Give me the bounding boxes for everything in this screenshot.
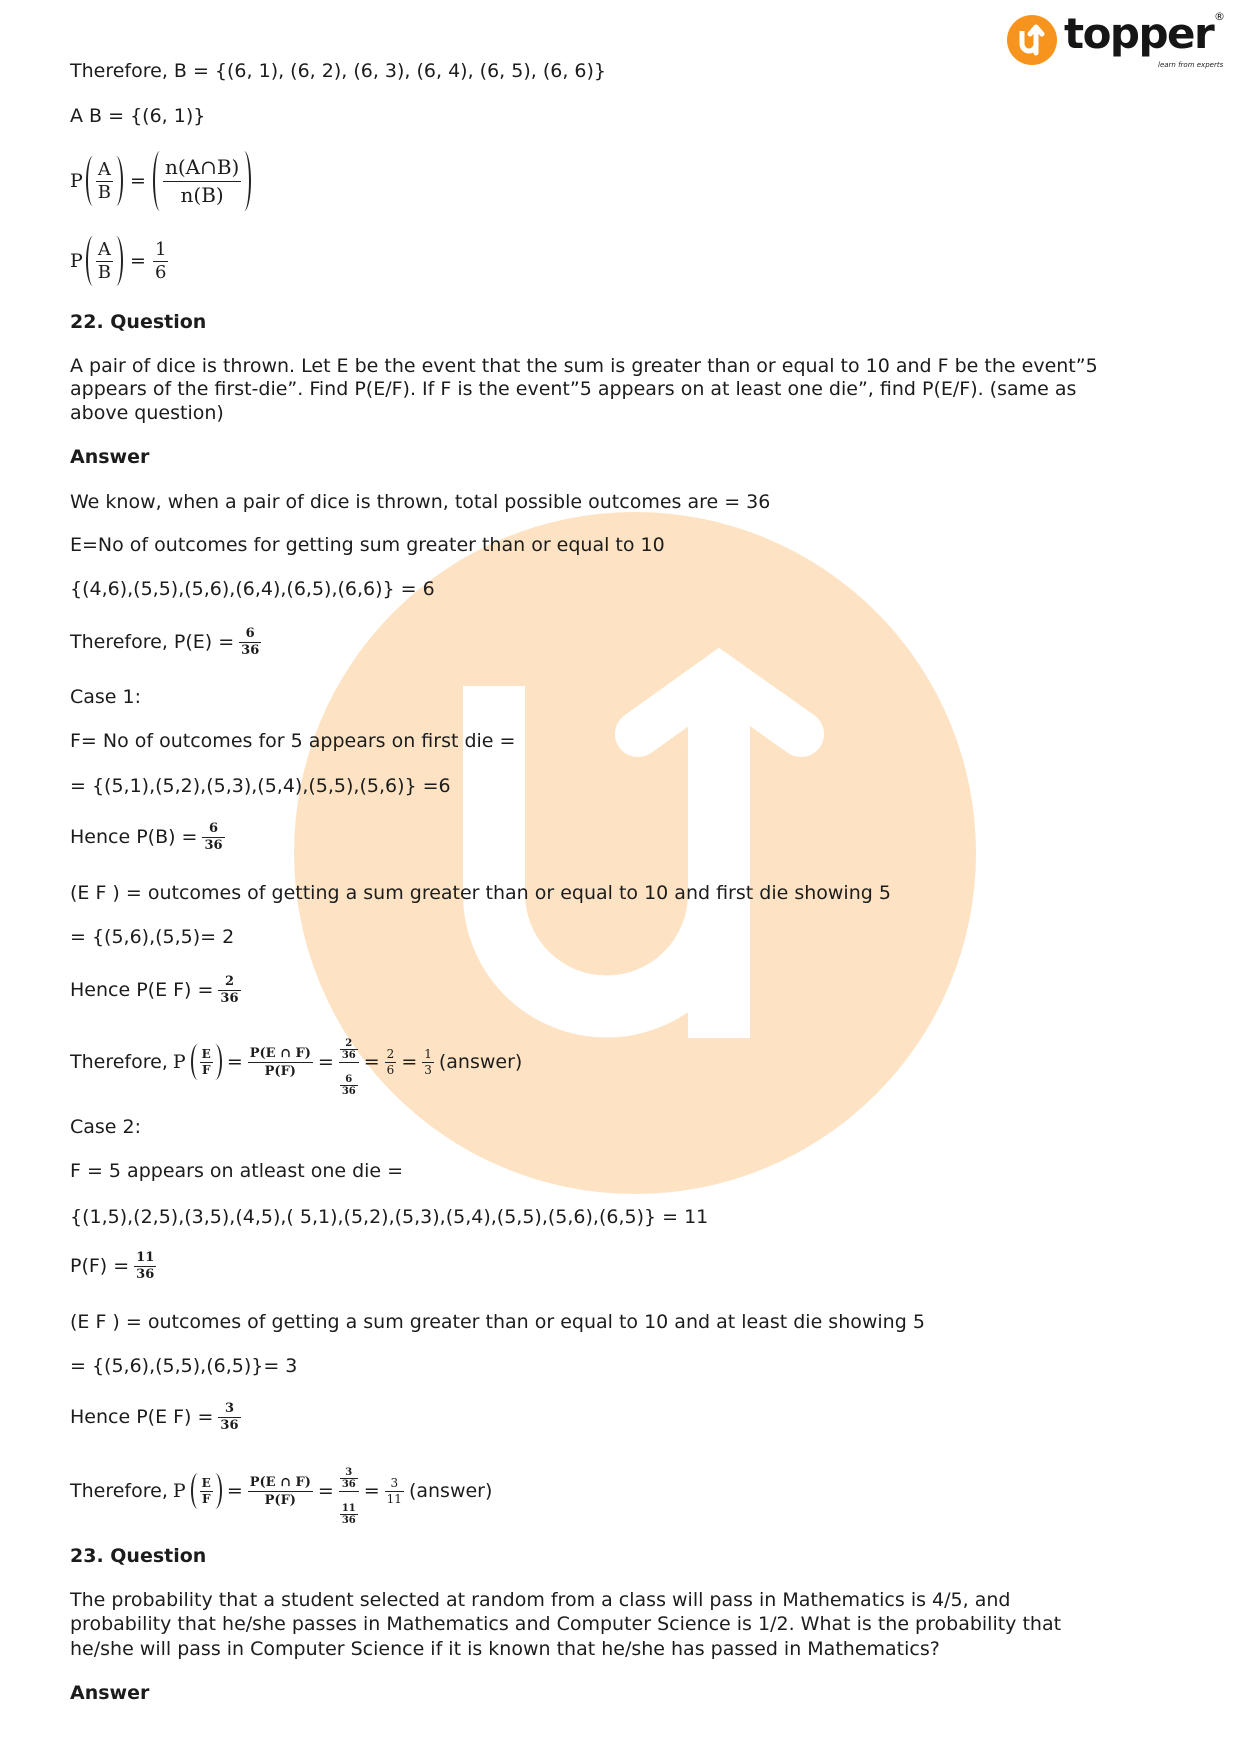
fraction-numerator: 11 xyxy=(136,1249,155,1265)
probability-label: Hence P(E F) = xyxy=(70,1406,214,1428)
definition-fraction xyxy=(248,1474,313,1509)
formula-p: P xyxy=(70,170,83,192)
nested-denominator xyxy=(339,1063,359,1098)
equals-sign: = xyxy=(226,1051,243,1073)
event-f-definition: F = 5 appears on atleast one die = xyxy=(70,1160,404,1182)
right-paren xyxy=(244,151,251,211)
fraction-numerator: 11 xyxy=(341,1502,356,1514)
fraction-denominator: 36 xyxy=(241,642,260,658)
event-f-set: {(1,5),(2,5),(3,5),(4,5),( 5,1),(5,2),(5,3),(5,4),(5,5),(5,6),(6,5)} = 11 xyxy=(70,1206,709,1228)
event-e-set: {(4,6),(5,5),(5,6),(6,4),(6,5),(6,6)} = 6 xyxy=(70,578,435,600)
formula-p: P xyxy=(172,1480,186,1502)
probability-fraction xyxy=(218,1401,240,1434)
probability-line xyxy=(70,1244,156,1288)
fraction-denominator: 36 xyxy=(220,1417,239,1433)
fraction-numerator: 2 xyxy=(340,1038,358,1050)
fraction-numerator: 2 xyxy=(386,1046,395,1061)
fraction-numerator: 3 xyxy=(340,1467,358,1479)
answer-heading xyxy=(70,445,149,469)
event-f-definition: F= No of outcomes for 5 appears on first die = xyxy=(70,730,516,752)
fraction-denominator: 6 xyxy=(154,261,167,283)
probability-line xyxy=(70,620,261,664)
equals-sign: = xyxy=(317,1480,334,1502)
text-line xyxy=(70,59,606,83)
answer-23-heading: Answer xyxy=(70,1682,150,1704)
probability-fraction xyxy=(134,1250,156,1283)
fraction-denominator: P(F) xyxy=(264,1492,296,1508)
result-label: Therefore, xyxy=(70,1480,168,1502)
answer-22-heading: Answer xyxy=(70,446,150,468)
fraction-denominator: n(B) xyxy=(180,182,224,207)
probability-fraction xyxy=(202,821,224,854)
fraction-denominator: 6 xyxy=(386,1062,395,1077)
equals-sign: = xyxy=(401,1051,418,1073)
condition-fraction xyxy=(96,159,113,204)
ratio-fraction xyxy=(163,154,241,209)
left-paren xyxy=(153,151,160,211)
event-ef-definition: (E F ) = outcomes of getting a sum greater than or equal to 10 and at least die showing 5 xyxy=(70,1311,925,1333)
fraction-numerator: 2 xyxy=(218,974,240,991)
inner-fraction xyxy=(340,1503,358,1526)
probability-label: P(F) = xyxy=(70,1255,130,1277)
right-paren xyxy=(215,1044,222,1080)
final-fraction xyxy=(422,1047,434,1078)
formula-p: P xyxy=(172,1051,186,1073)
nested-fraction xyxy=(339,1027,359,1098)
conditional-probability-formula xyxy=(70,149,251,213)
probability-line xyxy=(70,1395,241,1439)
event-e-definition: E=No of outcomes for getting sum greater than or equal to 10 xyxy=(70,534,665,556)
fraction-denominator: 36 xyxy=(341,1514,356,1526)
equals-sign: = xyxy=(226,1480,243,1502)
question-23-heading: 23. Question xyxy=(70,1545,207,1567)
fraction-numerator: P(E ∩ F) xyxy=(249,1474,311,1490)
formula-p: P xyxy=(70,250,83,272)
fraction-denominator: 36 xyxy=(204,837,223,853)
question-text-line xyxy=(70,1612,1061,1636)
left-paren xyxy=(191,1044,198,1080)
set-ab-text: A B = {(6, 1)} xyxy=(70,105,206,127)
fraction-denominator: 36 xyxy=(220,990,239,1006)
condition-fraction xyxy=(200,1047,213,1078)
fraction-numerator: 6 xyxy=(202,821,224,838)
logo-circle xyxy=(1007,15,1057,65)
answer-heading xyxy=(70,1681,149,1705)
fraction-numerator: 3 xyxy=(218,1401,240,1418)
question-22-line-1: A pair of dice is thrown. Let E be the event that the sum is greater than or equal to 10 and F be the event”5 xyxy=(70,355,1098,377)
probability-line xyxy=(70,968,241,1012)
question-text-line xyxy=(70,1588,1010,1612)
definition-fraction xyxy=(248,1045,313,1080)
fraction-numerator: E xyxy=(201,1475,211,1490)
probability-label: Therefore, P(E) = xyxy=(70,631,235,653)
case-1-result xyxy=(70,1030,523,1097)
equals-sign: = xyxy=(130,250,146,272)
registered-mark: ® xyxy=(1214,10,1225,23)
nested-denominator xyxy=(339,1492,359,1527)
probability-fraction xyxy=(239,626,261,659)
step-fraction xyxy=(385,1047,397,1078)
left-paren xyxy=(191,1473,198,1509)
text-line xyxy=(70,925,234,949)
event-ef-set: = {(5,6),(5,5)= 2 xyxy=(70,926,235,948)
question-23-line-3: he/she will pass in Computer Science if it is known that he/she has passed in Mathematics? xyxy=(70,1638,940,1660)
fraction-numerator: P(E ∩ F) xyxy=(249,1045,311,1061)
probability-line xyxy=(70,815,225,859)
fraction-numerator: n(A∩B) xyxy=(163,154,241,182)
inner-fraction xyxy=(340,1467,358,1490)
right-paren xyxy=(116,236,123,286)
fraction-denominator: 36 xyxy=(136,1266,155,1282)
total-outcomes-text: We know, when a pair of dice is thrown, total possible outcomes are = 36 xyxy=(70,491,771,513)
brand-tagline: learn from experts xyxy=(1158,61,1224,69)
fraction-numerator: 6 xyxy=(340,1074,358,1086)
fraction-numerator: E xyxy=(201,1046,211,1061)
fraction-numerator: A xyxy=(96,239,113,262)
question-23-line-2: probability that he/she passes in Mathematics and Computer Science is 1/2. What is the probability that xyxy=(70,1613,1062,1635)
left-paren xyxy=(86,156,93,206)
question-heading xyxy=(70,1544,206,1568)
right-paren xyxy=(116,156,123,206)
nested-numerator xyxy=(339,1456,359,1492)
event-ef-set: = {(5,6),(5,5),(6,5)}= 3 xyxy=(70,1355,298,1377)
fraction-denominator: B xyxy=(97,181,112,203)
text-line xyxy=(70,533,665,557)
equals-sign: = xyxy=(363,1051,380,1073)
fraction-numerator: 3 xyxy=(385,1476,404,1492)
question-22-line-2: appears of the first-die”. Find P(E/F). If F is the event”5 appears on at least one die”, find P(E/F). (same as xyxy=(70,378,1077,400)
right-paren xyxy=(215,1473,222,1509)
text-line xyxy=(70,1354,297,1378)
event-f-set: = {(5,1),(5,2),(5,3),(5,4),(5,5),(5,6)} =6 xyxy=(70,775,451,797)
text-line xyxy=(70,1159,403,1183)
answer-note: (answer) xyxy=(408,1480,493,1502)
event-ef-definition: (E F ) = outcomes of getting a sum greater than or equal to 10 and first die showing 5 xyxy=(70,882,891,904)
fraction-numerator: 1 xyxy=(424,1046,432,1061)
inner-fraction xyxy=(340,1038,358,1061)
u-arrow-logo-icon xyxy=(1006,14,1058,66)
question-text-line xyxy=(70,377,1076,401)
fraction-numerator: A xyxy=(96,159,113,182)
case-1-heading: Case 1: xyxy=(70,686,142,708)
equals-sign: = xyxy=(363,1480,380,1502)
text-line xyxy=(70,774,451,798)
fraction-denominator: 11 xyxy=(386,1491,402,1506)
value-fraction xyxy=(153,239,168,284)
final-fraction xyxy=(385,1476,404,1507)
question-text-line xyxy=(70,354,1098,378)
fraction-denominator: 36 xyxy=(341,1085,356,1097)
fraction-denominator: 36 xyxy=(341,1478,356,1490)
fraction-denominator: 3 xyxy=(424,1062,432,1077)
question-text-line xyxy=(70,401,224,425)
brand-name: topper xyxy=(1064,9,1214,58)
answer-note: (answer) xyxy=(438,1051,523,1073)
nested-fraction xyxy=(339,1456,359,1527)
fraction-denominator: F xyxy=(201,1062,211,1077)
set-b-text: Therefore, B = {(6, 1), (6, 2), (6, 3), (6, 4), (6, 5), (6, 6)} xyxy=(70,60,606,82)
text-line xyxy=(70,1205,708,1229)
text-line xyxy=(70,1310,925,1334)
nested-numerator xyxy=(339,1027,359,1063)
condition-fraction xyxy=(200,1476,213,1507)
watermark-arrow-stem xyxy=(688,680,750,1038)
question-text-line xyxy=(70,1637,940,1661)
inner-fraction xyxy=(340,1074,358,1097)
text-line xyxy=(70,881,891,905)
text-line xyxy=(70,104,205,128)
fraction-denominator: F xyxy=(201,1491,211,1506)
fraction-denominator: P(F) xyxy=(264,1063,296,1079)
probability-fraction xyxy=(218,974,240,1007)
question-23-line-1: The probability that a student selected at random from a class will pass in Mathematics is 4/5, and xyxy=(70,1589,1011,1611)
result-label: Therefore, xyxy=(70,1051,168,1073)
equals-sign: = xyxy=(130,170,146,192)
question-22-heading: 22. Question xyxy=(70,311,207,333)
condition-fraction xyxy=(96,239,113,284)
probability-label: Hence P(B) = xyxy=(70,826,198,848)
conditional-probability-value xyxy=(70,232,168,290)
topper-logo xyxy=(1006,9,1226,78)
left-paren xyxy=(86,236,93,286)
fraction-numerator: 1 xyxy=(154,238,167,260)
text-line xyxy=(70,729,515,753)
case-2-heading: Case 2: xyxy=(70,1116,142,1138)
text-line xyxy=(70,490,770,514)
fraction-denominator: 36 xyxy=(341,1049,356,1061)
case-heading xyxy=(70,1115,141,1139)
probability-label: Hence P(E F) = xyxy=(70,979,214,1001)
case-2-result xyxy=(70,1459,493,1526)
fraction-numerator: 6 xyxy=(239,626,261,643)
fraction-denominator: B xyxy=(97,261,112,283)
question-22-line-3: above question) xyxy=(70,402,224,424)
case-heading xyxy=(70,685,141,709)
question-heading xyxy=(70,310,206,334)
equals-sign: = xyxy=(317,1051,334,1073)
text-line xyxy=(70,577,435,601)
